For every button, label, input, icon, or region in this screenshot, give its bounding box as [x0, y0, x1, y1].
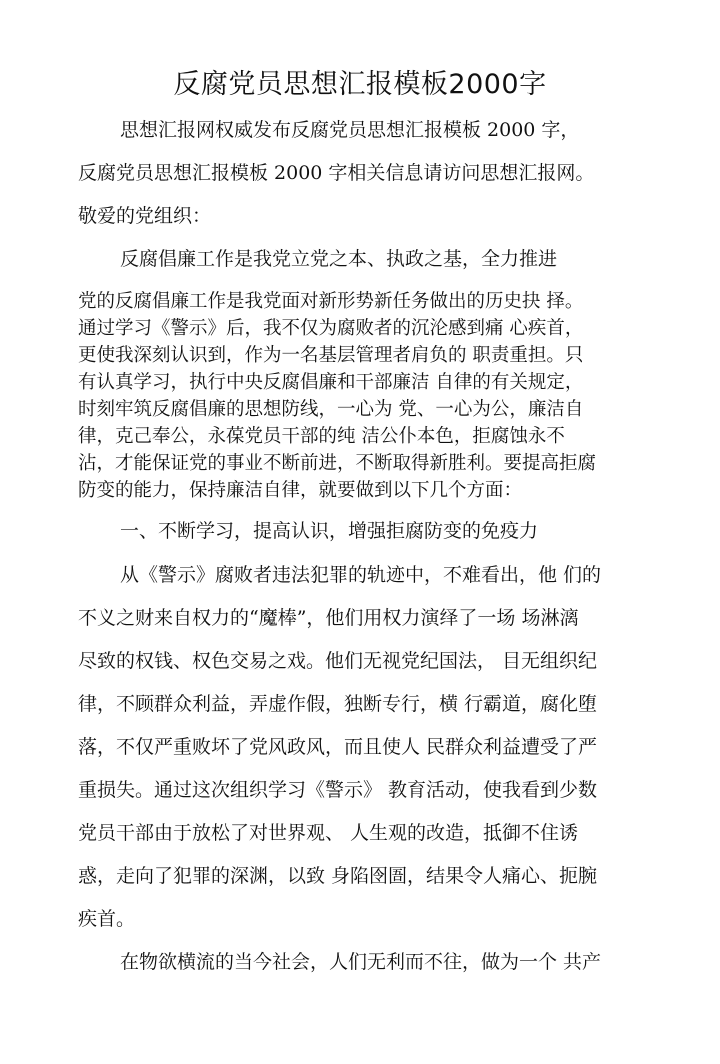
- para1-line: 党的反腐倡廉工作是我党面对新形势新任务做出的历史抉 择。: [78, 291, 584, 312]
- para1-first-line: 反腐倡廉工作是我党立党之本、执政之基，全力推进: [120, 248, 558, 270]
- para1-line: 通过学习《警示》后，我不仅为腐败者的沉沦感到痛 心疾首，: [78, 318, 584, 339]
- para1-line: 沾，才能保证党的事业不断前进，不断取得新胜利。要提高拒腐: [78, 453, 597, 474]
- para3-first-line: 在物欲横流的当今社会，人们无利而不往，做为一个 共产: [120, 951, 602, 973]
- para2-line: 惑，走向了犯罪的深渊，以致 身陷囹圄，结果令人痛心、扼腕: [78, 865, 598, 887]
- para1-line: 防变的能力，保持廉洁自律，就要做到以下几个方面：: [78, 480, 523, 501]
- para2-line: 律，不顾群众利益，弄虚作假，独断专行，横 行霸道，腐化堕: [78, 693, 598, 715]
- para2-line: 尽致的权钱、权色交易之戏。他们无视党纪国法， 目无组织纪: [78, 650, 598, 672]
- para2-line: 党员干部由于放松了对世界观、 人生观的改造，抵御不住诱: [78, 822, 579, 844]
- para1-line: 有认真学习，执行中央反腐倡廉和干部廉洁 自律的有关规定，: [78, 372, 584, 393]
- salutation: 敬爱的党组织：: [78, 205, 212, 227]
- para1-line: 更使我深刻认识到，作为一名基层管理者肩负的 职责重担。只: [78, 345, 584, 366]
- para1-line: 时刻牢筑反腐倡廉的思想防线，一心为 党、一心为公，廉洁自: [78, 399, 584, 420]
- para2-line: 不义之财来自权力的“魔棒”，他们用权力演绎了一场 场淋漓: [78, 607, 579, 629]
- para1-line: 律，克己奉公，永葆党员干部的纯 洁公仆本色，拒腐蚀永不: [78, 426, 565, 447]
- document-title: 反腐党员思想汇报模板2000字: [173, 69, 547, 100]
- para2-line: 重损失。通过这次组织学习《警示》 教育活动，使我看到少数: [78, 779, 598, 801]
- intro-line-1: 思想汇报网权威发布反腐党员思想汇报模板 2000 字，: [120, 119, 580, 141]
- section-heading-1: 一、不断学习，提高认识，增强拒腐防变的免疫力: [120, 520, 539, 542]
- para2-line: 疾首。: [78, 908, 136, 930]
- para2-line: 落，不仅严重败坏了党风政风，而且使人 民群众利益遭受了严: [78, 736, 598, 758]
- para2-line: 从《警示》腐败者违法犯罪的轨迹中，不难看出，他 们的: [120, 564, 602, 586]
- intro-line-2: 反腐党员思想汇报模板 2000 字相关信息请访问思想汇报网。: [78, 162, 595, 184]
